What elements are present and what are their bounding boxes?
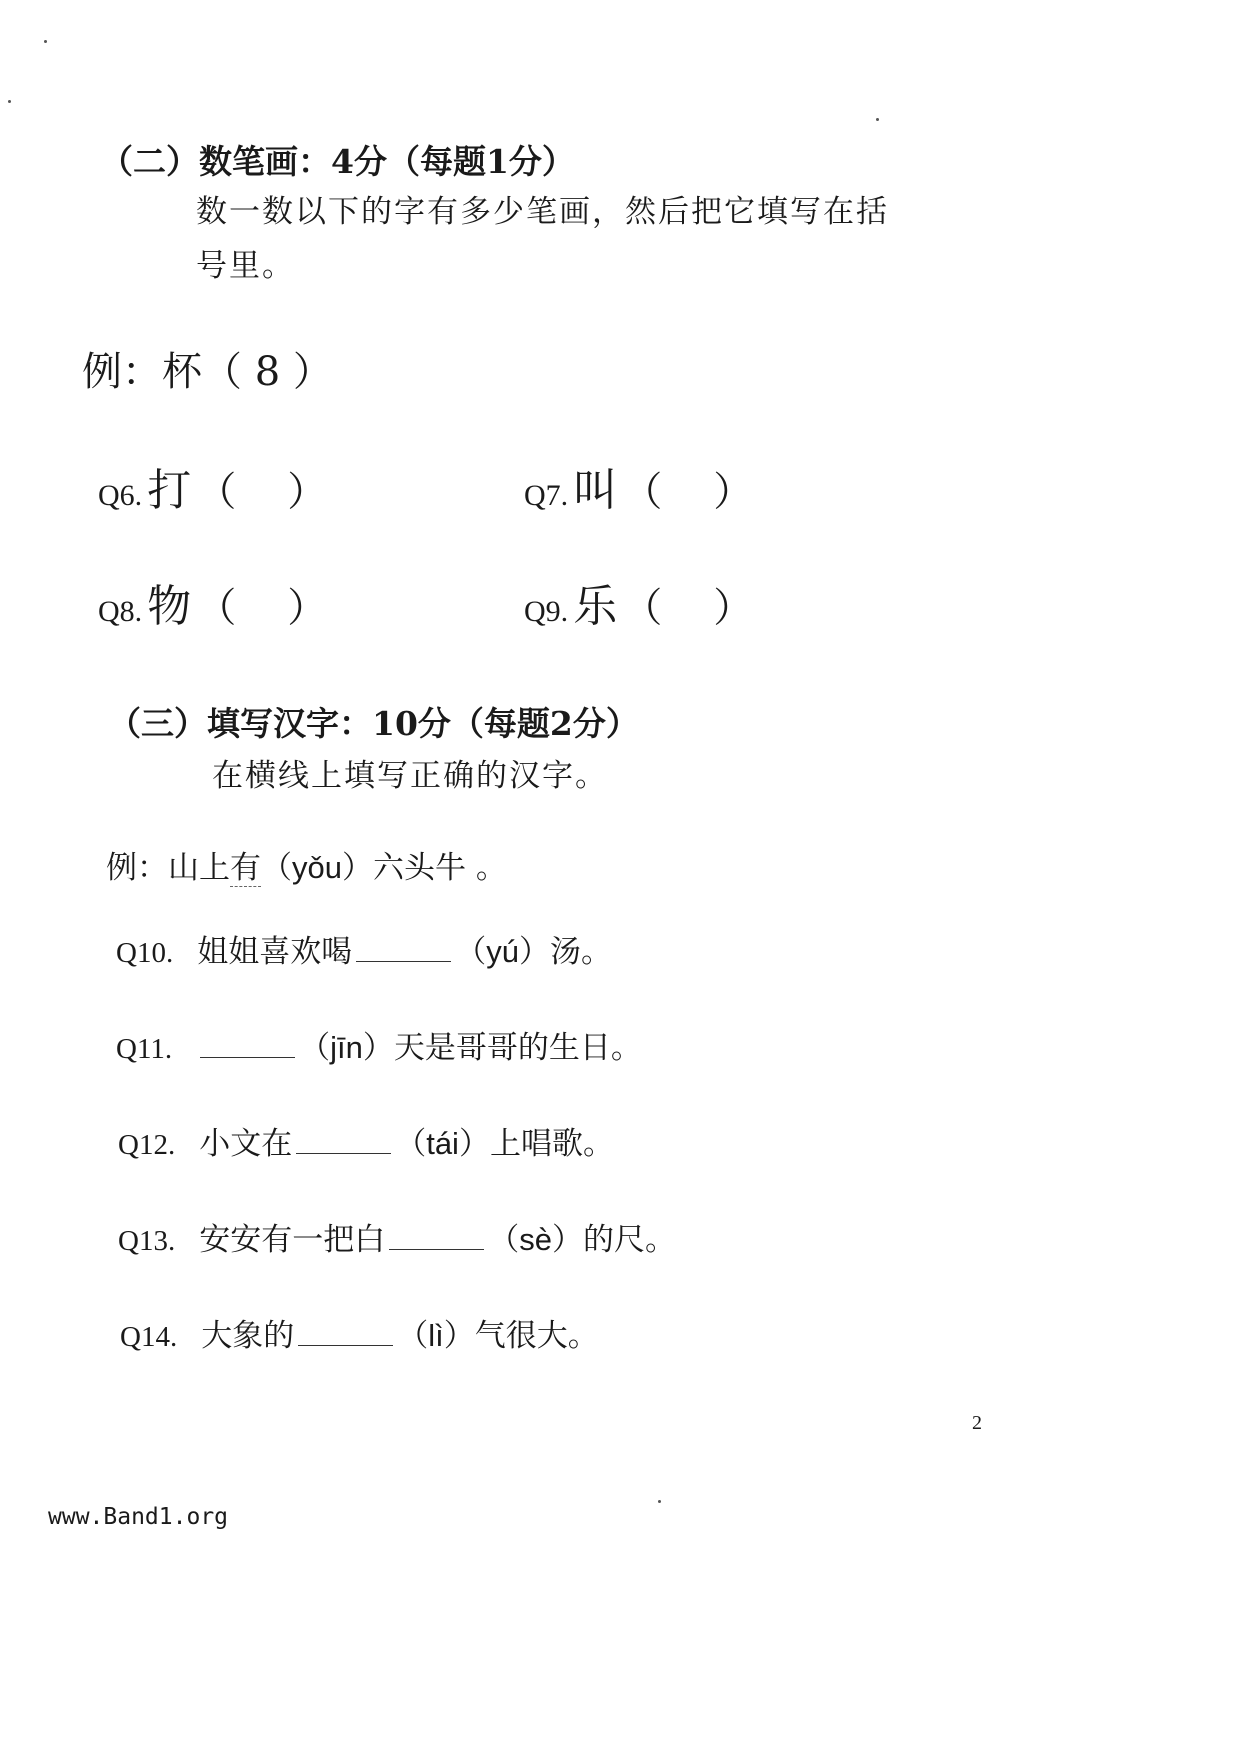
- question-q14: [120, 1310, 599, 1355]
- question-q9: [524, 570, 753, 634]
- question-label: Q10.: [116, 937, 174, 969]
- answer-bracket[interactable]: （ ）: [622, 469, 754, 515]
- scan-speck: [658, 1500, 661, 1503]
- section3-heading: （三）填写汉字：10分（每题2分）: [108, 704, 639, 743]
- scan-speck: [44, 40, 47, 43]
- question-label: Q12.: [118, 1129, 176, 1161]
- question-label: Q14.: [120, 1321, 178, 1353]
- question-q11: [116, 1022, 642, 1067]
- question-pinyin: （sè）: [488, 1222, 583, 1257]
- section2-instruction-line1: 数一数以下的字有多少笔画，然后把它填写在括: [196, 194, 889, 230]
- answer-bracket[interactable]: （ ）: [622, 585, 754, 631]
- question-character: 叫: [573, 465, 618, 516]
- answer-bracket[interactable]: （ ）: [196, 585, 328, 631]
- question-q12: [118, 1118, 614, 1163]
- section2-heading: （二）数笔画：4分（每题1分）: [100, 142, 575, 181]
- question-label: Q13.: [118, 1225, 176, 1257]
- section2-instruction-line2: 号里。: [196, 248, 295, 284]
- question-pinyin: （lì）: [397, 1318, 475, 1353]
- question-q8: [98, 570, 327, 634]
- answer-blank[interactable]: [200, 1029, 295, 1058]
- answer-blank[interactable]: [356, 933, 451, 962]
- question-q6: [98, 454, 327, 518]
- question-q10: [116, 926, 612, 971]
- example-suffix: 六头牛 。: [372, 850, 507, 886]
- question-text-before: 小文在: [199, 1126, 293, 1162]
- question-character: 打: [147, 465, 192, 516]
- question-text-after: 汤。: [549, 934, 612, 970]
- section3-instruction: 在横线上填写正确的汉字。: [212, 758, 608, 794]
- question-pinyin: （yú）: [455, 934, 550, 969]
- example-prefix: 例：山上: [106, 850, 230, 886]
- answer-blank[interactable]: [296, 1125, 391, 1154]
- answer-blank[interactable]: [298, 1317, 393, 1346]
- example-pinyin: （yǒu）: [261, 850, 373, 885]
- example-answer: 有: [230, 850, 261, 886]
- answer-bracket[interactable]: （ ）: [196, 469, 328, 515]
- question-text-before: 姐姐喜欢喝: [197, 934, 353, 970]
- question-q13: [118, 1214, 676, 1259]
- question-label: Q11.: [116, 1033, 173, 1065]
- question-pinyin: （jīn）: [299, 1030, 394, 1065]
- section3-example: [106, 842, 507, 887]
- section2-example: 例：杯（ 8 ）: [82, 349, 333, 395]
- answer-blank[interactable]: [389, 1221, 484, 1250]
- question-text-after: 的尺。: [582, 1222, 676, 1258]
- question-text-before: 大象的: [201, 1318, 295, 1354]
- question-character: 物: [147, 581, 192, 632]
- question-character: 乐: [573, 581, 618, 632]
- question-label: Q6.: [98, 479, 143, 512]
- scan-speck: [876, 118, 879, 121]
- page-number: 2: [972, 1412, 982, 1434]
- footer-website[interactable]: www.Band1.org: [48, 1504, 229, 1530]
- question-q7: [524, 454, 753, 518]
- question-label: Q8.: [98, 595, 143, 628]
- question-label: Q7.: [524, 479, 569, 512]
- question-text-before: 安安有一把白: [199, 1222, 386, 1258]
- question-label: Q9.: [524, 595, 569, 628]
- question-text-after: 天是哥哥的生日。: [393, 1030, 642, 1066]
- question-text-after: 上唱歌。: [489, 1126, 614, 1162]
- question-text-after: 气很大。: [474, 1318, 599, 1354]
- scan-speck: [8, 100, 11, 103]
- question-pinyin: （tái）: [395, 1126, 490, 1161]
